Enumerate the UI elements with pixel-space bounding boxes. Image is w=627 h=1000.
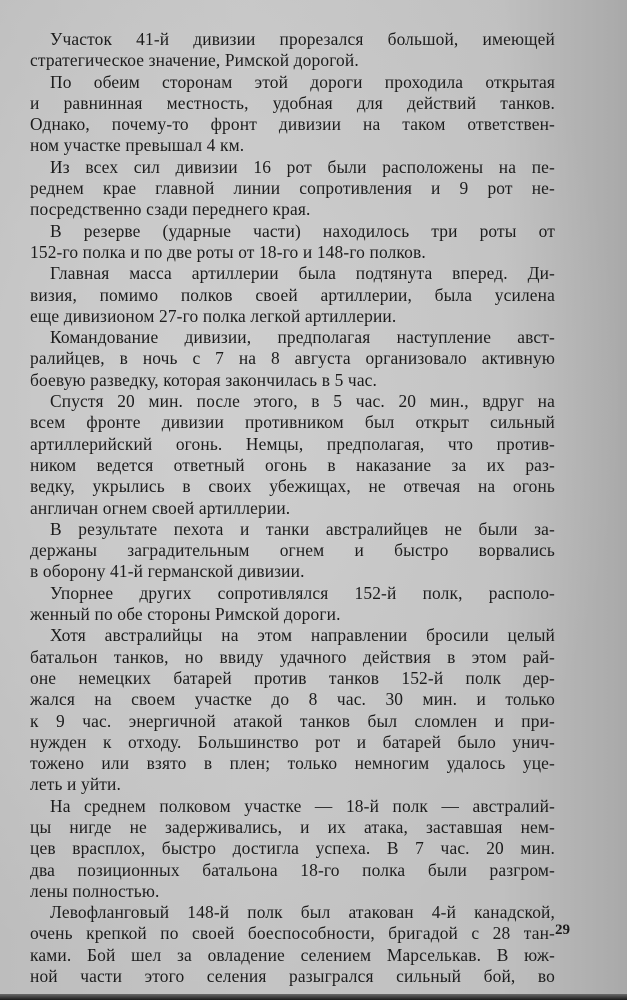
text-line: цев врасплох, быстро достигла успеха. В 7 час. 20 мин. xyxy=(30,838,555,859)
text-line: ном участке превышал 4 км. xyxy=(30,135,245,156)
text-line: лены полностью. xyxy=(30,880,160,901)
text-line: всем фронте дивизии противником был открыт сильный xyxy=(30,412,555,433)
text-line: и равнинная местность, удобная для действий танков. xyxy=(30,92,555,113)
text-line: ками. Бой шел за овладение селением Марселькав. В юж- xyxy=(30,944,555,965)
paragraph-first-line: Участок 41-й дивизии прорезался большой, имеющей xyxy=(50,29,555,49)
text-line: боевую разведку, которая закончилась в 5 час. xyxy=(30,369,378,390)
text-line: женный по обе стороны Римской дороги. xyxy=(30,604,341,625)
text-line: артиллерийский огонь. Немцы, предполагая, что против- xyxy=(30,433,555,454)
text-line: англичан огнем своей артиллерии. xyxy=(30,497,291,518)
text-line: цы нигде не задерживались, и их атака, заставшая нем- xyxy=(30,816,555,837)
text-line: еще дивизионом 27-го полка легкой артиллерии. xyxy=(30,305,397,326)
paragraph-first-line: Главная масса артиллерии была подтянута вперед. Ди- xyxy=(50,263,555,284)
text-line: Однако, почему-то фронт дивизии на таком ответствен- xyxy=(30,114,555,135)
text-line: в оборону 41-й германской дивизии. xyxy=(30,561,305,582)
text-line: леть и уйти. xyxy=(30,774,121,795)
paragraph-first-line: В результате пехота и танки австралийцев не были за- xyxy=(50,518,555,539)
paragraph-first-line: На среднем полковом участке — 18-й полк — австралий- xyxy=(50,795,555,816)
page-bottom-edge xyxy=(0,994,627,1000)
text-line: жался на своем участке до 8 час. 30 мин. и только xyxy=(30,689,555,710)
text-line: к 9 час. энергичной атакой танков был сломлен и при- xyxy=(30,710,555,731)
page-number: 29 xyxy=(555,922,570,938)
paragraph-first-line: Спустя 20 мин. после этого, в 5 час. 20 мин., вдруг на xyxy=(50,391,555,412)
body-text xyxy=(30,29,555,987)
paragraph-first-line: Командование дивизии, предполагая наступление авст- xyxy=(50,327,555,348)
text-line: оне немецких батарей против танков 152-й полк дер- xyxy=(30,667,555,688)
text-line: ником ведется ответный огонь в наказание за их раз- xyxy=(30,454,555,475)
text-line: очень крепкой по своей боеспособности, бригадой с 28 тан- xyxy=(30,923,555,944)
text-line: посредственно сзади переднего края. xyxy=(30,199,311,220)
paragraph-first-line: Из всех сил дивизии 16 рот были расположены на пе- xyxy=(50,156,555,177)
text-line: батальон танков, но ввиду удачного действия в этом рай- xyxy=(30,646,555,667)
paragraph-first-line: Левофланговый 148-й полк был атакован 4-й канадской, xyxy=(50,902,555,923)
text-line: стратегическое значение, Римской дорогой. xyxy=(30,50,359,71)
text-line: ной части этого селения разыгрался сильный бой, во xyxy=(30,966,555,987)
text-line: визия, помимо полков своей артиллерии, была усилена xyxy=(30,284,555,305)
paragraph-first-line: Хотя австралийцы на этом направлении бросили целый xyxy=(50,625,555,646)
text-line: ведку, укрылись в своих убежищах, не отвечая на огонь xyxy=(30,476,555,497)
text-line: ралийцев, в ночь с 7 на 8 августа организовало активную xyxy=(30,348,555,369)
text-line: тожено или взято в плен; только немногим удалось уце- xyxy=(30,753,555,774)
text-line: 152-го полка и по две роты от 18-го и 148-го полков. xyxy=(30,241,426,262)
text-line: держаны заградительным огнем и быстро ворвались xyxy=(30,540,555,561)
text-line: реднем крае главной линии сопротивления и 9 рот не- xyxy=(30,178,555,199)
paragraph-first-line: По обеим сторонам этой дороги проходила открытая xyxy=(50,71,555,92)
text-line: нужден к отходу. Большинство рот и батарей было унич- xyxy=(30,731,555,752)
paragraph-first-line: В резерве (ударные части) находилось три роты от xyxy=(50,220,555,241)
paragraph-first-line: Упорнее других сопротивлялся 152-й полк, располо- xyxy=(50,582,555,603)
text-line: два позиционных батальона 18-го полка были разгром- xyxy=(30,859,555,880)
